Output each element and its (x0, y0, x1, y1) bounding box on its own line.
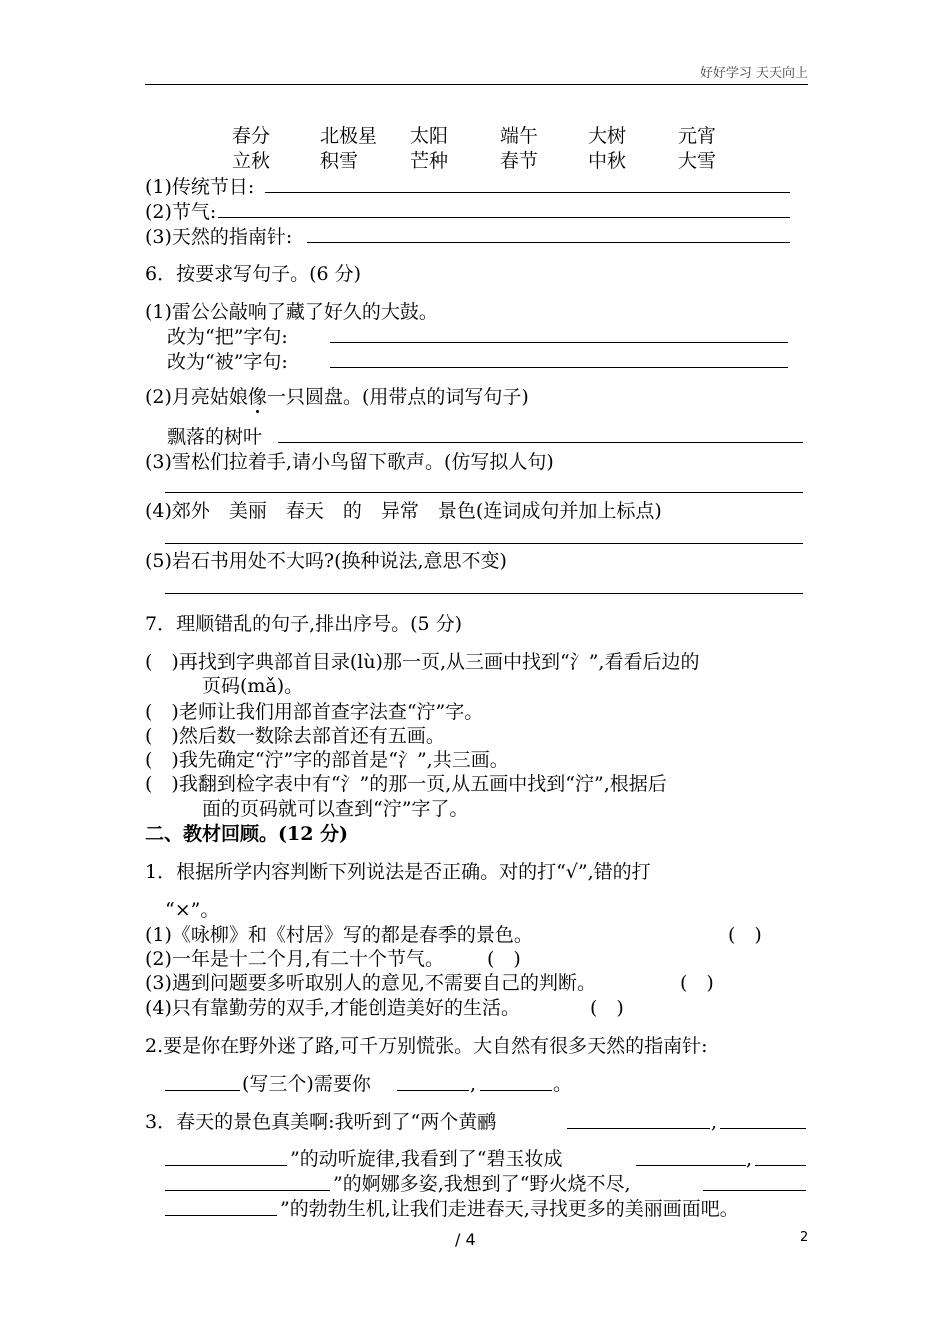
answer-line[interactable] (703, 1190, 806, 1191)
header-text: 好好学习 天天向上 (699, 66, 808, 81)
q3-comma: , (711, 1111, 718, 1133)
part2-title: 二、教材回顾。(12 分) (145, 823, 349, 845)
answer-line[interactable] (330, 367, 788, 368)
judge-item-3: (3)遇到问题要多听取别人的意见,不需要自己的判断。 (145, 972, 596, 994)
q7-line-1: ( )再找到字典部首目录(lù)那一页,从三画中找到“氵”,看看后边的 (145, 651, 700, 673)
answer-line[interactable] (165, 1215, 277, 1216)
page-header (145, 62, 808, 85)
answer-line[interactable] (330, 342, 788, 343)
word: 积雪 (320, 150, 359, 172)
word: 北极星 (320, 125, 378, 147)
answer-line[interactable] (636, 1165, 746, 1166)
word: 春分 (232, 125, 271, 147)
q7-title: 7．理顺错乱的句子,排出序号。(5 分) (145, 613, 463, 635)
answer-line[interactable] (755, 1165, 806, 1166)
s2-post: 一只圆盘。(用带点的词写句子) (266, 386, 529, 408)
q5-item-3 (145, 225, 292, 249)
q7-line-3: ( )然后数一数除去部首还有五画。 (145, 725, 445, 747)
q7-line-1b: 页码(mǎ)。 (202, 675, 304, 697)
q6-s2a: 飘落的树叶 (167, 426, 263, 448)
part2-q1-title2: “×”。 (165, 899, 220, 921)
word-bank (0, 124, 950, 174)
word: 端午 (500, 125, 539, 147)
page-number: 2 (800, 1230, 809, 1245)
item-label: (1)传统节日: (145, 176, 255, 198)
answer-line[interactable] (165, 492, 803, 493)
judge-item-2: (2)一年是十二个月,有二十个节气。 (145, 948, 444, 970)
q6-title: 6．按要求写句子。(6 分) (145, 263, 362, 285)
q7-line-5: ( )我翻到检字表中有“氵”的那一页,从五画中找到“泞”,根据后 (145, 773, 667, 795)
part2-q2-title: 2.要是你在野外迷了路,可千万别慌张。大自然有很多天然的指南针: (145, 1035, 708, 1057)
answer-line[interactable] (165, 1090, 240, 1091)
item-label: (3)天然的指南针: (145, 226, 293, 248)
word: 立秋 (232, 150, 271, 172)
q2-comma: , (470, 1073, 477, 1095)
answer-line[interactable] (165, 1165, 287, 1166)
s2-pre: (2)月亮姑娘 (145, 386, 248, 408)
q6-s1b: 改为“被”字句: (167, 351, 288, 373)
part2-q3-title: 3．春天的景色真美啊:我听到了“两个黄鹂 (145, 1111, 497, 1133)
q3-l2: ”的动听旋律,我看到了“碧玉妆成 (290, 1148, 563, 1170)
word: 大雪 (678, 150, 717, 172)
q5-item-2 (145, 200, 216, 224)
q5-item-1 (145, 175, 254, 199)
answer-line[interactable] (480, 1090, 552, 1091)
answer-line[interactable] (720, 1128, 806, 1129)
dotted-word: 像 (247, 386, 267, 408)
answer-paren[interactable]: ( ) (728, 924, 762, 946)
answer-line[interactable] (165, 593, 803, 594)
answer-line[interactable] (567, 1128, 710, 1129)
answer-line[interactable] (218, 217, 790, 218)
answer-line[interactable] (397, 1090, 469, 1091)
answer-line[interactable] (165, 1190, 330, 1191)
q7-line-5b: 面的页码就可以查到“泞”字了。 (202, 798, 469, 820)
q6-s1a: 改为“把”字句: (167, 326, 288, 348)
q6-s1: (1)雷公公敲响了藏了好久的大鼓。 (145, 301, 438, 323)
item-label: (2)节气: (145, 201, 217, 223)
answer-paren[interactable]: ( ) (680, 972, 714, 994)
q6-s4: (4)郊外 美丽 春天 的 异常 景色(连词成句并加上标点) (145, 500, 662, 522)
part2-q1-title: 1．根据所学内容判断下列说法是否正确。对的打“√”,错的打 (145, 861, 651, 883)
judge-item-4: (4)只有靠勤劳的双手,才能创造美好的生活。 (145, 997, 520, 1019)
answer-line[interactable] (278, 442, 803, 443)
q7-line-4: ( )我先确定“泞”字的部首是“氵”,共三画。 (145, 749, 509, 771)
page-count: / 4 (455, 1230, 476, 1249)
q2-end: 。 (553, 1073, 573, 1095)
q3-l4: ”的勃勃生机,让我们走进春天,寻找更多的美丽画面吧。 (280, 1198, 739, 1220)
word: 春节 (500, 150, 539, 172)
word: 元宵 (678, 125, 717, 147)
q3-comma-2: , (746, 1148, 753, 1170)
word: 大树 (588, 125, 627, 147)
q7-line-2: ( )老师让我们用部首查字法查“泞”字。 (145, 701, 484, 723)
answer-paren[interactable]: ( ) (487, 948, 521, 970)
q6-s3: (3)雪松们拉着手,请小鸟留下歌声。(仿写拟人句) (145, 451, 554, 473)
q6-s2 (145, 385, 529, 409)
answer-line[interactable] (265, 192, 790, 193)
q3-l3: ”的婀娜多姿,我想到了“野火烧不尽, (333, 1173, 631, 1195)
word: 太阳 (410, 125, 449, 147)
answer-line[interactable] (307, 242, 790, 243)
judge-item-1: (1)《咏柳》和《村居》写的都是春季的景色。 (145, 924, 533, 946)
q6-s5: (5)岩石书用处不大吗?(换种说法,意思不变) (145, 550, 507, 572)
word: 芒种 (410, 150, 449, 172)
word: 中秋 (588, 150, 627, 172)
q2-text: (写三个)需要你 (242, 1073, 371, 1095)
answer-paren[interactable]: ( ) (590, 997, 624, 1019)
answer-line[interactable] (165, 543, 803, 544)
